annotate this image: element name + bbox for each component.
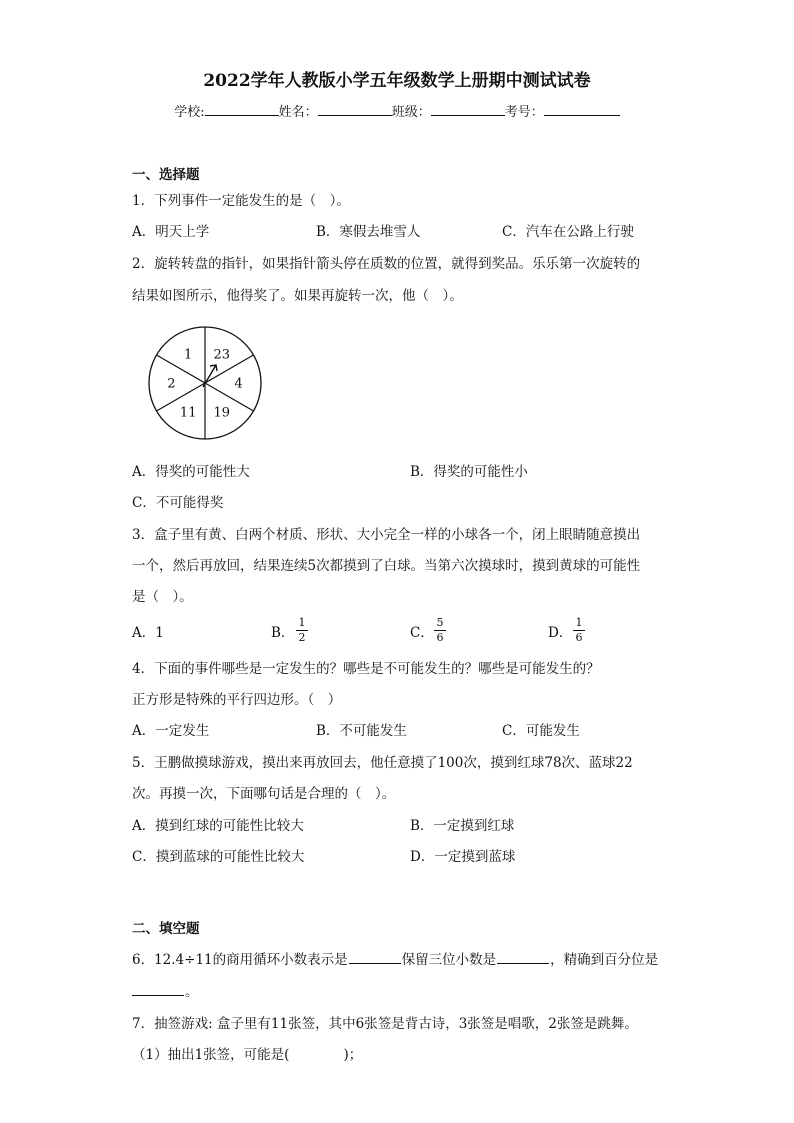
question-5-stem-line1: 5．王鹏做摸球游戏，摸出来再放回去，他任意摸了100次，摸到红球78次、蓝球22 [132,755,633,771]
exam-number-label: 考号： [504,105,544,120]
question-5-stem-line2: 次。再摸一次，下面哪句话是合理的（ ）。 [132,786,396,802]
school-blank[interactable] [205,103,279,116]
question-3-option-d[interactable]: D． [548,625,573,641]
wheel-number-label: 2 [167,376,176,392]
question-4-stem-line1: 4．下面的事件哪些是一定发生的？哪些是不可能发生的？哪些是可能发生的？ [132,661,600,677]
question-6-line2 [132,983,199,1001]
question-6-blank-2[interactable] [497,951,549,964]
question-7-stem: 7．抽签游戏: 盒子里有11张签，其中6张签是背古诗，3张签是唱歌，2张签是跳舞。 [132,1016,638,1032]
question-4-option-b[interactable]: B．不可能发生 [316,723,407,739]
question-3-stem-line1: 3．盒子里有黄、白两个材质、形状、大小完全一样的小球各一个，闭上眼睛随意摸出 [132,527,641,543]
name-blank[interactable] [318,103,392,116]
question-1-stem: 1．下列事件一定能发生的是（ ）。 [132,193,350,209]
question-6-part4: 。 [185,984,199,1000]
fraction-numerator: 1 [573,617,585,631]
question-3-option-c-fraction [434,617,446,644]
question-6-blank-1[interactable] [349,951,401,964]
question-7-sub-1: （1）抽出1张签，可能是( )； [132,1047,363,1063]
spinner-wheel-figure [146,324,264,442]
question-6-line1 [132,951,658,969]
question-3-option-b-fraction [296,617,308,644]
wheel-number-label: 1 [184,347,193,363]
question-3-option-d-fraction [573,617,585,644]
student-info-line [0,101,794,120]
question-4-option-a[interactable]: A．一定发生 [132,723,210,739]
fraction-numerator: 5 [434,617,446,631]
question-2-option-a[interactable]: A．得奖的可能性大 [132,464,250,480]
fraction-denominator: 6 [436,631,444,644]
wheel-number-label: 4 [234,376,243,392]
question-4-option-c[interactable]: C．可能发生 [502,723,580,739]
question-3-option-c[interactable]: C． [410,625,434,641]
wheel-number-label: 19 [213,405,231,421]
page-title: 2022学年人教版小学五年级数学上册期中测试试卷 [203,71,591,91]
fraction-denominator: 2 [298,631,306,644]
section-heading-choice: 一、选择题 [132,167,200,183]
question-1-option-a[interactable]: A．明天上学 [132,224,210,240]
question-6-part3: ，精确到百分位是 [550,952,659,968]
question-2-stem-line1: 2．旋转转盘的指针，如果指针箭头停在质数的位置，就得到奖品。乐乐第一次旋转的 [132,256,641,272]
spinner-wheel [149,327,261,439]
question-6-part1: 6．12.4÷11的商用循环小数表示是 [132,952,348,968]
question-3-option-b[interactable]: B． [271,625,295,641]
question-3-stem-line3: 是（ ）。 [132,589,193,605]
wheel-number-label: 11 [179,405,197,421]
question-3-stem-line2: 一个，然后再放回，结果连续5次都摸到了白球。当第六次摸球时，摸到黄球的可能性 [132,558,641,574]
fraction-denominator: 6 [575,631,583,644]
fraction-numerator: 1 [296,617,308,631]
question-2-stem-line2: 结果如图所示，他得奖了。如果再旋转一次，他（ ）。 [132,288,463,304]
question-5-option-b[interactable]: B．一定摸到红球 [410,818,515,834]
question-4-stem-line2: 正方形是特殊的平行四边形。（ ） [132,692,342,708]
exam-number-blank[interactable] [544,103,620,116]
question-5-option-c[interactable]: C．摸到蓝球的可能性比较大 [132,849,305,865]
question-1-option-b[interactable]: B．寒假去堆雪人 [316,224,421,240]
question-5-option-a[interactable]: A．摸到红球的可能性比较大 [132,818,304,834]
class-label: 班级： [391,105,431,120]
wheel-number-label: 23 [213,347,231,363]
question-2-option-c[interactable]: C．不可能得奖 [132,495,224,511]
question-6-part2: 保留三位小数是 [401,952,497,968]
question-3-option-a[interactable]: A．1 [132,625,164,641]
question-5-option-d[interactable]: D．一定摸到蓝球 [410,849,516,865]
question-2-option-b[interactable]: B．得奖的可能性小 [410,464,528,480]
section-heading-fill-in: 二、填空题 [132,921,200,937]
question-6-blank-3[interactable] [132,983,184,996]
question-1-option-c[interactable]: C．汽车在公路上行驶 [502,224,634,240]
school-label: 学校: [174,105,205,120]
name-label: 姓名： [278,105,318,120]
class-blank[interactable] [431,103,505,116]
